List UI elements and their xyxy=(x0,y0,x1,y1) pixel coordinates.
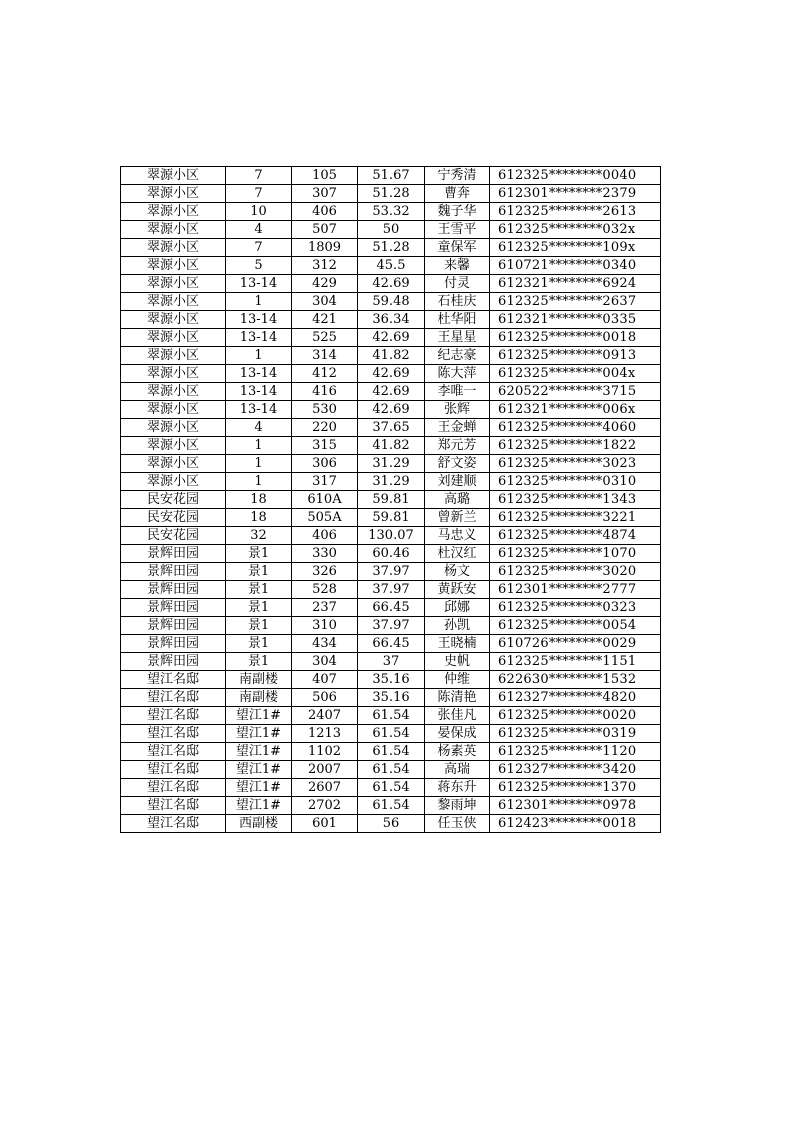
area-cell: 61.54 xyxy=(358,707,425,725)
name-cell: 王星星 xyxy=(425,329,490,347)
table-row xyxy=(121,365,661,383)
table-row xyxy=(121,275,661,293)
table-row xyxy=(121,743,661,761)
name-cell: 高瑞 xyxy=(425,761,490,779)
id-number-cell: 612327********4820 xyxy=(490,689,661,707)
community-cell: 望江名邸 xyxy=(121,671,226,689)
area-cell: 61.54 xyxy=(358,725,425,743)
id-number-cell: 612325********0913 xyxy=(490,347,661,365)
room-cell: 406 xyxy=(292,203,358,221)
building-cell: 32 xyxy=(226,527,292,545)
id-number-cell: 610726********0029 xyxy=(490,635,661,653)
id-number-cell: 612325********3020 xyxy=(490,563,661,581)
area-cell: 42.69 xyxy=(358,365,425,383)
name-cell: 宁秀清 xyxy=(425,167,490,185)
community-cell: 景辉田园 xyxy=(121,599,226,617)
name-cell: 孙凯 xyxy=(425,617,490,635)
room-cell: 528 xyxy=(292,581,358,599)
table-row xyxy=(121,617,661,635)
area-cell: 59.81 xyxy=(358,509,425,527)
table-row xyxy=(121,383,661,401)
building-cell: 13-14 xyxy=(226,383,292,401)
building-cell: 望江1# xyxy=(226,779,292,797)
id-number-cell: 612325********0319 xyxy=(490,725,661,743)
id-number-cell: 612325********0040 xyxy=(490,167,661,185)
building-cell: 望江1# xyxy=(226,743,292,761)
room-cell: 530 xyxy=(292,401,358,419)
area-cell: 66.45 xyxy=(358,599,425,617)
id-number-cell: 612325********1343 xyxy=(490,491,661,509)
id-number-cell: 612325********1822 xyxy=(490,437,661,455)
name-cell: 史帆 xyxy=(425,653,490,671)
name-cell: 杜汉红 xyxy=(425,545,490,563)
name-cell: 晏保成 xyxy=(425,725,490,743)
area-cell: 53.32 xyxy=(358,203,425,221)
name-cell: 石桂庆 xyxy=(425,293,490,311)
name-cell: 来馨 xyxy=(425,257,490,275)
table-row xyxy=(121,221,661,239)
name-cell: 张佳凡 xyxy=(425,707,490,725)
community-cell: 民安花园 xyxy=(121,509,226,527)
building-cell: 景1 xyxy=(226,563,292,581)
building-cell: 1 xyxy=(226,437,292,455)
id-number-cell: 612321********0335 xyxy=(490,311,661,329)
building-cell: 望江1# xyxy=(226,725,292,743)
id-number-cell: 612301********2777 xyxy=(490,581,661,599)
table-row xyxy=(121,473,661,491)
community-cell: 景辉田园 xyxy=(121,563,226,581)
room-cell: 307 xyxy=(292,185,358,203)
room-cell: 304 xyxy=(292,293,358,311)
building-cell: 南副楼 xyxy=(226,671,292,689)
community-cell: 景辉田园 xyxy=(121,581,226,599)
id-number-cell: 612325********0310 xyxy=(490,473,661,491)
building-cell: 景1 xyxy=(226,617,292,635)
room-cell: 601 xyxy=(292,815,358,833)
building-cell: 13-14 xyxy=(226,329,292,347)
name-cell: 蒋东升 xyxy=(425,779,490,797)
building-cell: 18 xyxy=(226,509,292,527)
area-cell: 61.54 xyxy=(358,779,425,797)
building-cell: 景1 xyxy=(226,581,292,599)
table-row xyxy=(121,167,661,185)
community-cell: 翠源小区 xyxy=(121,401,226,419)
table-row xyxy=(121,239,661,257)
room-cell: 429 xyxy=(292,275,358,293)
area-cell: 37.97 xyxy=(358,563,425,581)
area-cell: 35.16 xyxy=(358,689,425,707)
area-cell: 61.54 xyxy=(358,761,425,779)
table-row xyxy=(121,347,661,365)
community-cell: 翠源小区 xyxy=(121,347,226,365)
table-row xyxy=(121,509,661,527)
id-number-cell: 612325********0020 xyxy=(490,707,661,725)
building-cell: 13-14 xyxy=(226,365,292,383)
building-cell: 7 xyxy=(226,239,292,257)
building-cell: 4 xyxy=(226,419,292,437)
table-row xyxy=(121,455,661,473)
id-number-cell: 612321********006x xyxy=(490,401,661,419)
building-cell: 13-14 xyxy=(226,275,292,293)
room-cell: 2702 xyxy=(292,797,358,815)
building-cell: 4 xyxy=(226,221,292,239)
name-cell: 魏子华 xyxy=(425,203,490,221)
room-cell: 505A xyxy=(292,509,358,527)
community-cell: 民安花园 xyxy=(121,527,226,545)
building-cell: 13-14 xyxy=(226,311,292,329)
table-row xyxy=(121,329,661,347)
area-cell: 42.69 xyxy=(358,401,425,419)
room-cell: 416 xyxy=(292,383,358,401)
room-cell: 237 xyxy=(292,599,358,617)
community-cell: 翠源小区 xyxy=(121,221,226,239)
name-cell: 曹奔 xyxy=(425,185,490,203)
room-cell: 1809 xyxy=(292,239,358,257)
name-cell: 陈清艳 xyxy=(425,689,490,707)
id-number-cell: 612327********3420 xyxy=(490,761,661,779)
name-cell: 纪志豪 xyxy=(425,347,490,365)
id-number-cell: 612325********2613 xyxy=(490,203,661,221)
community-cell: 翠源小区 xyxy=(121,329,226,347)
name-cell: 黄跃安 xyxy=(425,581,490,599)
table-row xyxy=(121,401,661,419)
building-cell: 西副楼 xyxy=(226,815,292,833)
table-row xyxy=(121,761,661,779)
community-cell: 翠源小区 xyxy=(121,419,226,437)
name-cell: 童保军 xyxy=(425,239,490,257)
community-cell: 望江名邸 xyxy=(121,689,226,707)
room-cell: 2607 xyxy=(292,779,358,797)
id-number-cell: 612325********0323 xyxy=(490,599,661,617)
room-cell: 610A xyxy=(292,491,358,509)
area-cell: 35.16 xyxy=(358,671,425,689)
building-cell: 景1 xyxy=(226,599,292,617)
id-number-cell: 622630********1532 xyxy=(490,671,661,689)
building-cell: 望江1# xyxy=(226,797,292,815)
area-cell: 61.54 xyxy=(358,797,425,815)
building-cell: 7 xyxy=(226,167,292,185)
area-cell: 42.69 xyxy=(358,329,425,347)
area-cell: 66.45 xyxy=(358,635,425,653)
building-cell: 南副楼 xyxy=(226,689,292,707)
community-cell: 翠源小区 xyxy=(121,257,226,275)
name-cell: 邱娜 xyxy=(425,599,490,617)
area-cell: 51.67 xyxy=(358,167,425,185)
area-cell: 31.29 xyxy=(358,473,425,491)
name-cell: 仲维 xyxy=(425,671,490,689)
community-cell: 翠源小区 xyxy=(121,437,226,455)
room-cell: 2407 xyxy=(292,707,358,725)
room-cell: 434 xyxy=(292,635,358,653)
building-cell: 7 xyxy=(226,185,292,203)
community-cell: 翠源小区 xyxy=(121,473,226,491)
building-cell: 18 xyxy=(226,491,292,509)
room-cell: 406 xyxy=(292,527,358,545)
area-cell: 37.97 xyxy=(358,617,425,635)
table-row xyxy=(121,419,661,437)
building-cell: 望江1# xyxy=(226,707,292,725)
community-cell: 民安花园 xyxy=(121,491,226,509)
id-number-cell: 612325********0054 xyxy=(490,617,661,635)
community-cell: 望江名邸 xyxy=(121,779,226,797)
id-number-cell: 612325********1151 xyxy=(490,653,661,671)
room-cell: 1102 xyxy=(292,743,358,761)
room-cell: 310 xyxy=(292,617,358,635)
room-cell: 412 xyxy=(292,365,358,383)
table-row xyxy=(121,257,661,275)
room-cell: 1213 xyxy=(292,725,358,743)
building-cell: 13-14 xyxy=(226,401,292,419)
name-cell: 王雪平 xyxy=(425,221,490,239)
table-row xyxy=(121,815,661,833)
building-cell: 1 xyxy=(226,455,292,473)
name-cell: 王晓楠 xyxy=(425,635,490,653)
area-cell: 41.82 xyxy=(358,347,425,365)
area-cell: 51.28 xyxy=(358,185,425,203)
room-cell: 421 xyxy=(292,311,358,329)
community-cell: 景辉田园 xyxy=(121,635,226,653)
area-cell: 51.28 xyxy=(358,239,425,257)
room-cell: 507 xyxy=(292,221,358,239)
name-cell: 马忠义 xyxy=(425,527,490,545)
name-cell: 郑元芳 xyxy=(425,437,490,455)
id-number-cell: 612301********0978 xyxy=(490,797,661,815)
name-cell: 曾新兰 xyxy=(425,509,490,527)
table-row xyxy=(121,653,661,671)
community-cell: 景辉田园 xyxy=(121,653,226,671)
id-number-cell: 612325********4060 xyxy=(490,419,661,437)
id-number-cell: 612325********4874 xyxy=(490,527,661,545)
area-cell: 31.29 xyxy=(358,455,425,473)
name-cell: 黎雨坤 xyxy=(425,797,490,815)
housing-records-table xyxy=(120,166,661,833)
name-cell: 杨素英 xyxy=(425,743,490,761)
id-number-cell: 612325********109x xyxy=(490,239,661,257)
community-cell: 翠源小区 xyxy=(121,293,226,311)
room-cell: 105 xyxy=(292,167,358,185)
name-cell: 任玉侠 xyxy=(425,815,490,833)
id-number-cell: 612325********0018 xyxy=(490,329,661,347)
building-cell: 景1 xyxy=(226,545,292,563)
name-cell: 高璐 xyxy=(425,491,490,509)
table-row xyxy=(121,689,661,707)
table-row xyxy=(121,185,661,203)
name-cell: 王金蝉 xyxy=(425,419,490,437)
community-cell: 翠源小区 xyxy=(121,239,226,257)
area-cell: 36.34 xyxy=(358,311,425,329)
table-row xyxy=(121,779,661,797)
table-row xyxy=(121,635,661,653)
table-row xyxy=(121,311,661,329)
community-cell: 翠源小区 xyxy=(121,185,226,203)
area-cell: 42.69 xyxy=(358,383,425,401)
room-cell: 304 xyxy=(292,653,358,671)
table-body xyxy=(121,167,661,833)
community-cell: 翠源小区 xyxy=(121,383,226,401)
table-row xyxy=(121,563,661,581)
id-number-cell: 612325********3221 xyxy=(490,509,661,527)
room-cell: 220 xyxy=(292,419,358,437)
id-number-cell: 612301********2379 xyxy=(490,185,661,203)
building-cell: 景1 xyxy=(226,653,292,671)
id-number-cell: 620522********3715 xyxy=(490,383,661,401)
id-number-cell: 612423********0018 xyxy=(490,815,661,833)
name-cell: 付灵 xyxy=(425,275,490,293)
community-cell: 翠源小区 xyxy=(121,311,226,329)
name-cell: 刘建顺 xyxy=(425,473,490,491)
community-cell: 翠源小区 xyxy=(121,167,226,185)
name-cell: 陈大萍 xyxy=(425,365,490,383)
table-row xyxy=(121,671,661,689)
building-cell: 1 xyxy=(226,473,292,491)
table-row xyxy=(121,437,661,455)
table-row xyxy=(121,707,661,725)
table-row xyxy=(121,527,661,545)
id-number-cell: 612325********032x xyxy=(490,221,661,239)
area-cell: 56 xyxy=(358,815,425,833)
room-cell: 407 xyxy=(292,671,358,689)
area-cell: 37 xyxy=(358,653,425,671)
building-cell: 10 xyxy=(226,203,292,221)
room-cell: 326 xyxy=(292,563,358,581)
community-cell: 翠源小区 xyxy=(121,455,226,473)
building-cell: 景1 xyxy=(226,635,292,653)
name-cell: 杨文 xyxy=(425,563,490,581)
building-cell: 1 xyxy=(226,293,292,311)
id-number-cell: 612325********1070 xyxy=(490,545,661,563)
area-cell: 37.65 xyxy=(358,419,425,437)
community-cell: 望江名邸 xyxy=(121,797,226,815)
table-row xyxy=(121,293,661,311)
id-number-cell: 610721********0340 xyxy=(490,257,661,275)
id-number-cell: 612325********1120 xyxy=(490,743,661,761)
room-cell: 317 xyxy=(292,473,358,491)
table-row xyxy=(121,581,661,599)
area-cell: 59.81 xyxy=(358,491,425,509)
table-row xyxy=(121,599,661,617)
area-cell: 130.07 xyxy=(358,527,425,545)
room-cell: 330 xyxy=(292,545,358,563)
id-number-cell: 612321********6924 xyxy=(490,275,661,293)
building-cell: 5 xyxy=(226,257,292,275)
room-cell: 525 xyxy=(292,329,358,347)
room-cell: 314 xyxy=(292,347,358,365)
community-cell: 望江名邸 xyxy=(121,761,226,779)
community-cell: 景辉田园 xyxy=(121,617,226,635)
community-cell: 景辉田园 xyxy=(121,545,226,563)
table-row xyxy=(121,725,661,743)
area-cell: 61.54 xyxy=(358,743,425,761)
building-cell: 1 xyxy=(226,347,292,365)
room-cell: 306 xyxy=(292,455,358,473)
area-cell: 41.82 xyxy=(358,437,425,455)
id-number-cell: 612325********1370 xyxy=(490,779,661,797)
community-cell: 望江名邸 xyxy=(121,725,226,743)
name-cell: 舒文姿 xyxy=(425,455,490,473)
room-cell: 312 xyxy=(292,257,358,275)
community-cell: 翠源小区 xyxy=(121,365,226,383)
community-cell: 翠源小区 xyxy=(121,275,226,293)
id-number-cell: 612325********2637 xyxy=(490,293,661,311)
table-row xyxy=(121,491,661,509)
room-cell: 315 xyxy=(292,437,358,455)
room-cell: 2007 xyxy=(292,761,358,779)
community-cell: 望江名邸 xyxy=(121,743,226,761)
building-cell: 望江1# xyxy=(226,761,292,779)
name-cell: 李唯一 xyxy=(425,383,490,401)
table-row xyxy=(121,203,661,221)
name-cell: 张辉 xyxy=(425,401,490,419)
area-cell: 59.48 xyxy=(358,293,425,311)
area-cell: 60.46 xyxy=(358,545,425,563)
id-number-cell: 612325********3023 xyxy=(490,455,661,473)
table-row xyxy=(121,797,661,815)
community-cell: 翠源小区 xyxy=(121,203,226,221)
area-cell: 37.97 xyxy=(358,581,425,599)
community-cell: 望江名邸 xyxy=(121,707,226,725)
id-number-cell: 612325********004x xyxy=(490,365,661,383)
table-row xyxy=(121,545,661,563)
room-cell: 506 xyxy=(292,689,358,707)
name-cell: 杜华阳 xyxy=(425,311,490,329)
area-cell: 45.5 xyxy=(358,257,425,275)
community-cell: 望江名邸 xyxy=(121,815,226,833)
area-cell: 42.69 xyxy=(358,275,425,293)
area-cell: 50 xyxy=(358,221,425,239)
